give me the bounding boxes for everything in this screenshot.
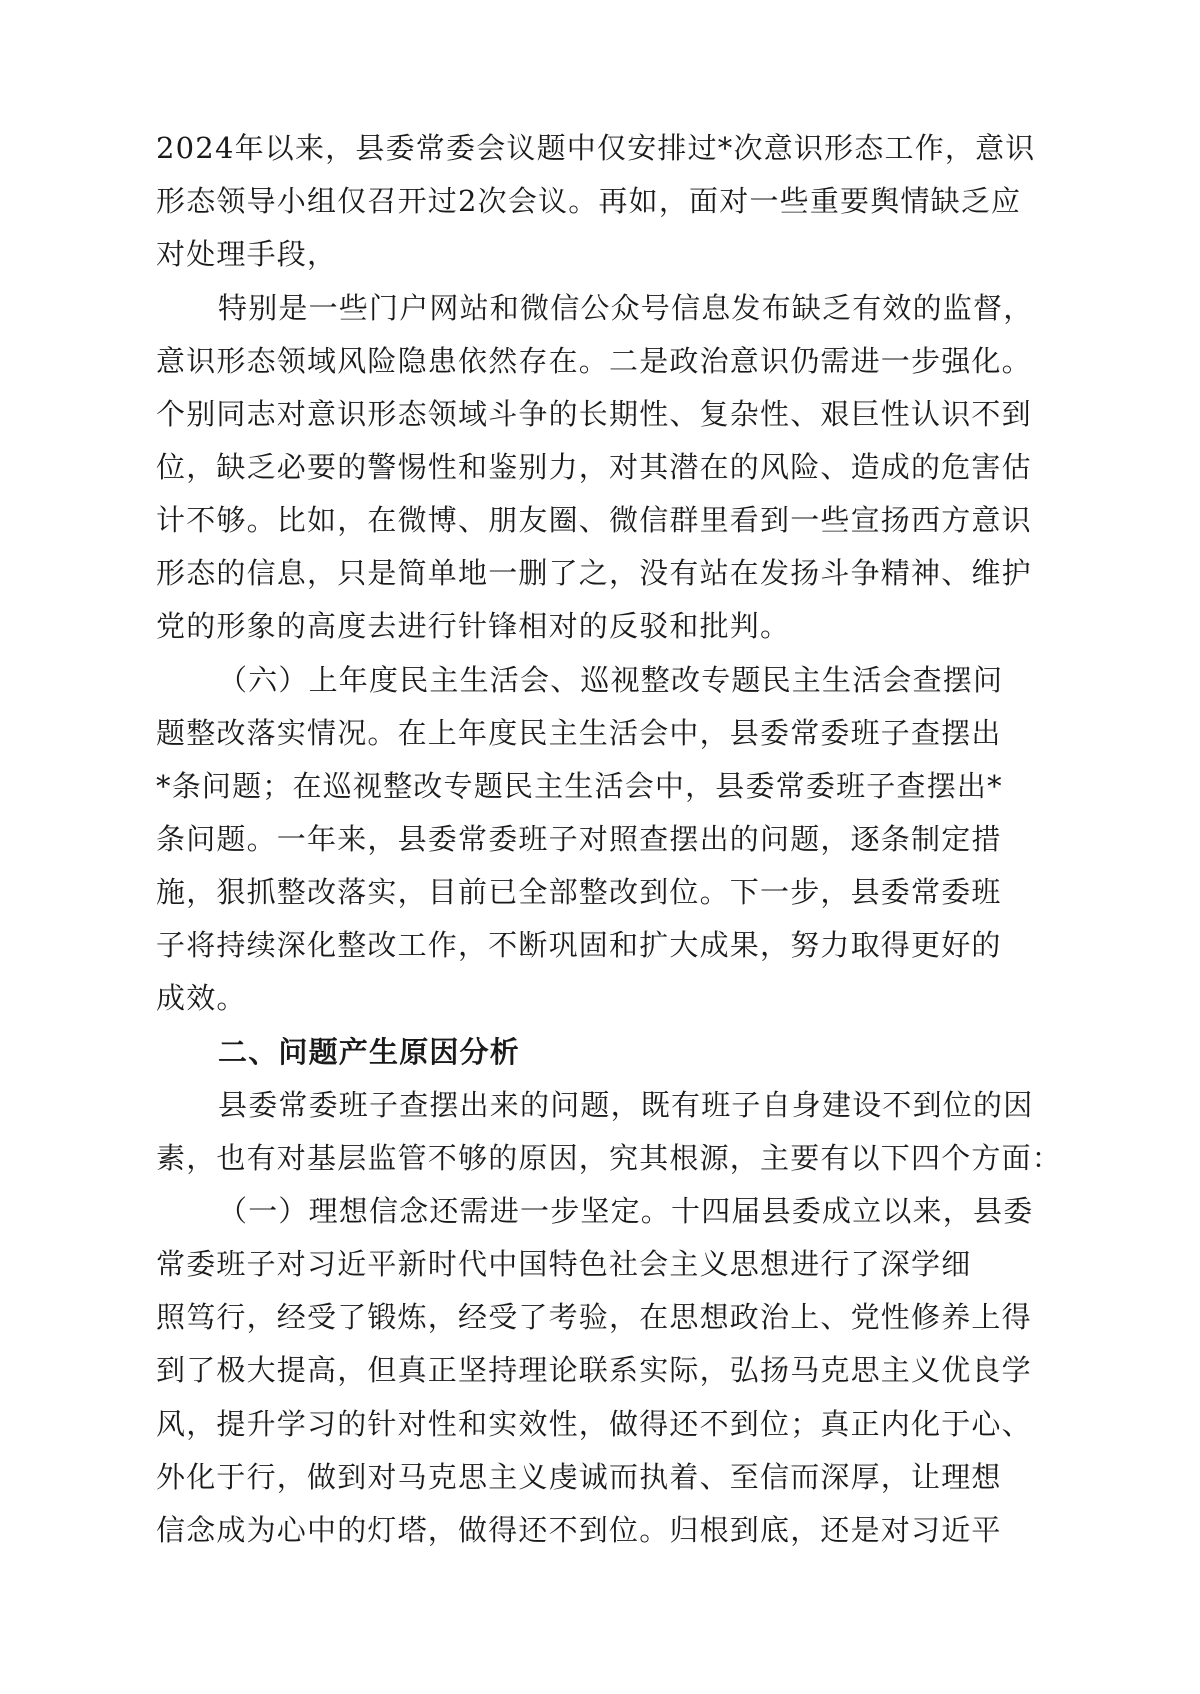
text-line-24: 到了极大提高，但真正坚持理论联系实际，弘扬马克思主义优良学	[156, 1353, 1032, 1387]
text-line-17: 成效。	[156, 981, 247, 1015]
text-line-1: 2024年以来，县委常委会议题中仅安排过*次意识形态工作，意识	[156, 131, 1036, 165]
text-line-7: 位，缺乏必要的警惕性和鉴别力，对其潜在的风险、造成的危害估	[156, 450, 1032, 484]
text-line-16: 子将持续深化整改工作，不断巩固和扩大成果，努力取得更好的	[156, 928, 1002, 962]
text-line-8: 计不够。比如，在微博、朋友圈、微信群里看到一些宣扬西方意识	[156, 503, 1032, 537]
text-line-2: 形态领导小组仅召开过2次会议。再如，面对一些重要舆情缺乏应	[156, 184, 1022, 218]
text-line-5: 意识形态领域风险隐患依然存在。二是政治意识仍需进一步强化。	[156, 344, 1032, 378]
text-line-27: 信念成为心中的灯塔，做得还不到位。归根到底，还是对习近平	[156, 1513, 1002, 1547]
text-line-14: 条问题。一年来，县委常委班子对照查摆出的问题，逐条制定措	[156, 822, 1002, 856]
text-line-9: 形态的信息，只是简单地一删了之，没有站在发扬斗争精神、维护	[156, 556, 1032, 590]
paragraph-start-line-19: 县委常委班子查摆出来的问题，既有班子自身建设不到位的因	[218, 1088, 1034, 1122]
text-line-26: 外化于行，做到对马克思主义虔诚而执着、至信而深厚，让理想	[156, 1460, 1002, 1494]
text-line-20: 素，也有对基层监管不够的原因，究其根源，主要有以下四个方面：	[156, 1141, 1063, 1175]
text-line-12: 题整改落实情况。在上年度民主生活会中，县委常委班子查摆出	[156, 716, 1002, 750]
paragraph-start-line-4: 特别是一些门户网站和微信公众号信息发布缺乏有效的监督，	[218, 291, 1034, 325]
paragraph-start-line-21: （一）理想信念还需进一步坚定。十四届县委成立以来，县委	[218, 1194, 1034, 1228]
text-line-25: 风，提升学习的针对性和实效性，做得还不到位；真正内化于心、	[156, 1407, 1032, 1441]
text-line-22: 常委班子对习近平新时代中国特色社会主义思想进行了深学细	[156, 1247, 972, 1281]
text-line-3: 对处理手段，	[156, 237, 338, 271]
text-line-13: *条问题；在巡视整改专题民主生活会中，县委常委班子查摆出*	[156, 769, 1003, 803]
text-line-10: 党的形象的高度去进行针锋相对的反驳和批判。	[156, 609, 791, 643]
paragraph-start-line-11: （六）上年度民主生活会、巡视整改专题民主生活会查摆问	[218, 663, 1004, 697]
text-line-15: 施，狠抓整改落实，目前已全部整改到位。下一步，县委常委班	[156, 875, 1002, 909]
text-line-6: 个别同志对意识形态领域斗争的长期性、复杂性、艰巨性认识不到	[156, 397, 1032, 431]
text-line-23: 照笃行，经受了锻炼，经受了考验，在思想政治上、党性修养上得	[156, 1300, 1032, 1334]
section-heading: 二、问题产生原因分析	[218, 1035, 521, 1069]
